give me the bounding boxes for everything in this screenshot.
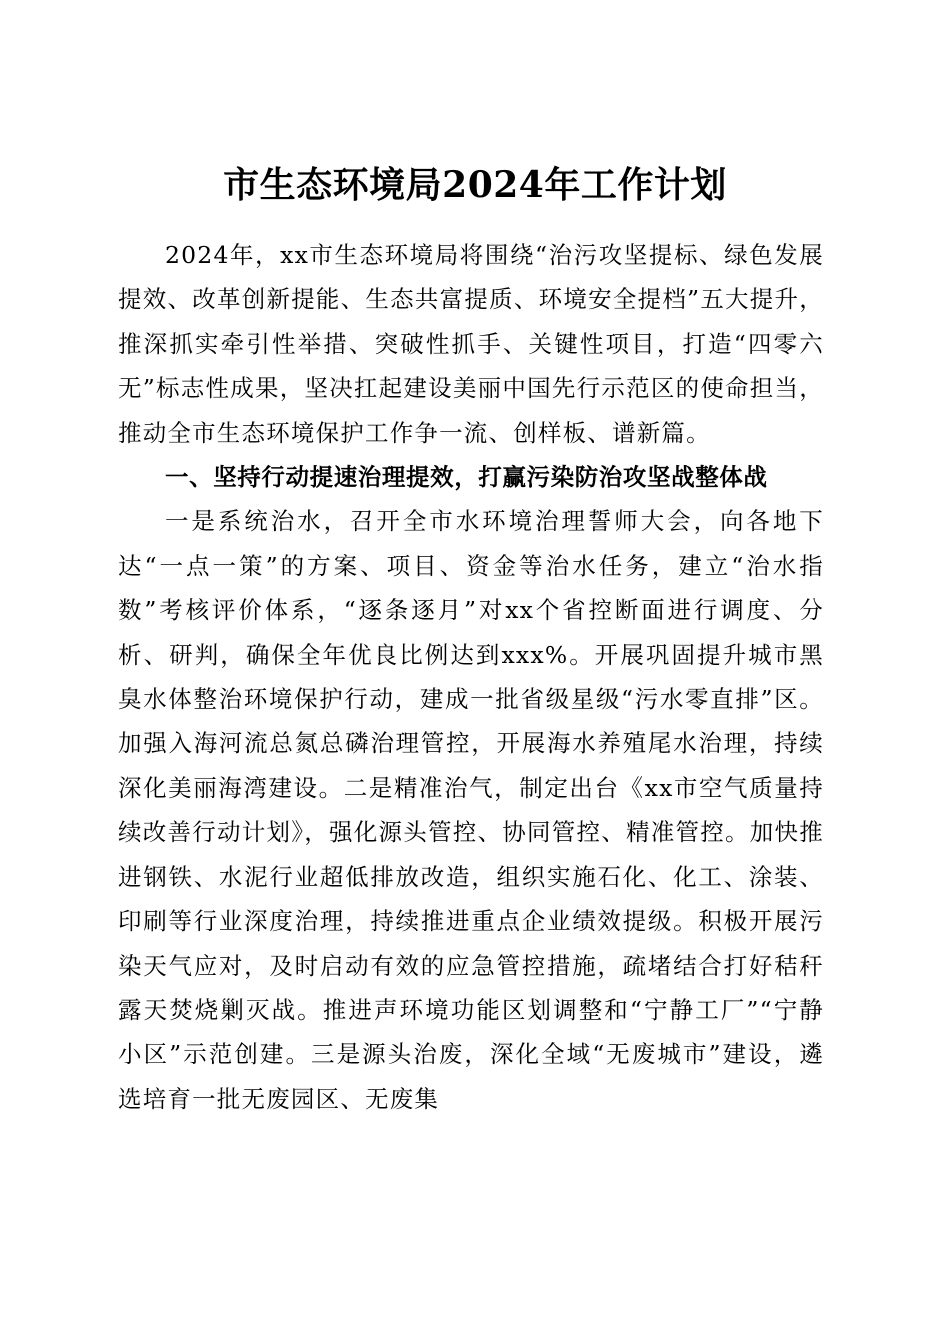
section-heading: 一、坚持行动提速治理提效，打赢污染防治攻坚战整体战 <box>165 463 768 492</box>
document-title: 市生态环境局2024年工作计划 <box>223 164 727 207</box>
document-body <box>118 233 824 1121</box>
intro-paragraph: 2024年，xx市生态环境局将围绕“治污攻坚提标、绿色发展提效、改革创新提能、生态共富提质、环境安全提档”五大提升，推深抓实牵引性举措、突破性抓手、关键性项目，打造“四零六无”标志性成果，坚决扛起建设美丽中国先行示范区的使命担当，推动全市生态环境保护工作争一流、创样板、谱新篇。 <box>118 241 824 447</box>
section-paragraph: 一是系统治水，召开全市水环境治理誓师大会，向各地下达“一点一策”的方案、项目、资金等治水任务，建立“治水指数”考核评价体系，“逐条逐月”对xx个省控断面进行调度、分析、研判，确保全年优良比例达到xxx%。开展巩固提升城市黑臭水体整治环境保护行动，建成一批省级星级“污水零直排”区。加强入海河流总氮总磷治理管控，开展海水养殖尾水治理，持续深化美丽海湾建设。二是精准治气，制定出台《xx市空气质量持续改善行动计划》，强化源头管控、协同管控、精准管控。加快推进钢铁、水泥行业超低排放改造，组织实施石化、化工、涂装、印刷等行业深度治理，持续推进重点企业绩效提级。积极开展污染天气应对，及时启动有效的应急管控措施，疏堵结合打好秸秆露天焚烧剿灭战。推进声环境功能区划调整和“宁静工厂”“宁静小区”示范创建。三是源头治废，深化全域“无废城市”建设，遴选培育一批无废园区、无废集 <box>118 507 824 1113</box>
